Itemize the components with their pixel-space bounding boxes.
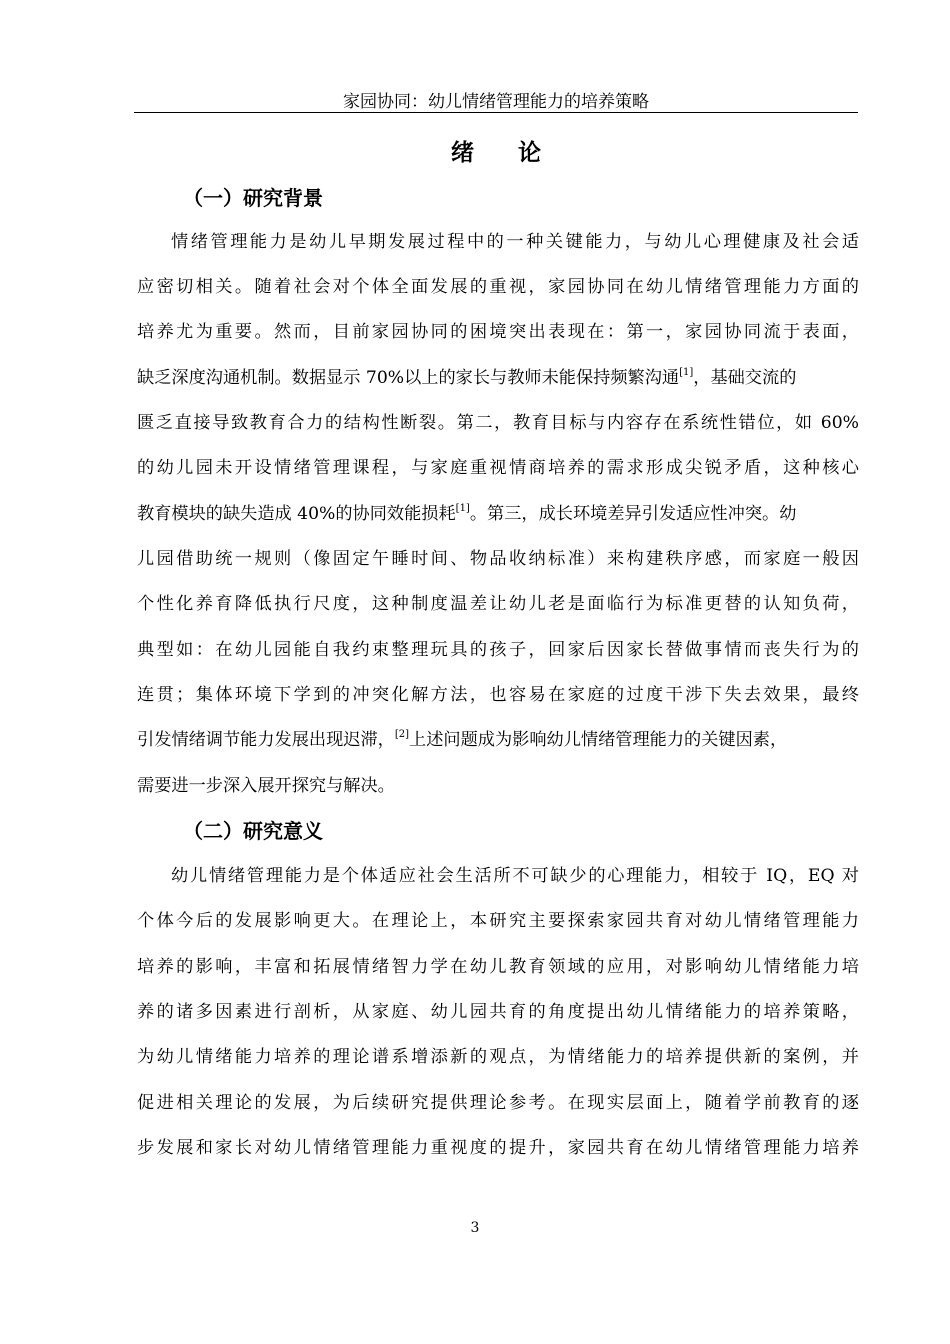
paragraph-line: 匮乏直接导致教育合力的结构性断裂。第二，教育目标与内容存在系统性错位，如 60% (137, 413, 859, 433)
line-text: 引发情绪调节能力发展出现迟滞， (137, 730, 395, 750)
paragraph-line: 个体今后的发展影响更大。在理论上，本研究主要探索家园共育对幼儿情绪管理能力 (137, 911, 859, 931)
chapter-title: 绪 论 (450, 140, 559, 166)
paragraph-line (137, 498, 859, 530)
paragraph-line: 步发展和家长对幼儿情绪管理能力重视度的提升，家园共育在幼儿情绪管理能力培养 (137, 1138, 859, 1158)
paragraph-line: 为幼儿情绪能力培养的理论谱系增添新的观点，为情绪能力的培养提供新的案例，并 (137, 1047, 859, 1067)
paragraph-line: 情绪管理能力是幼儿早期发展过程中的一种关键能力，与幼儿心理健康及社会适 (171, 232, 859, 252)
line-text: 。第三，成长环境差异引发适应性冲突。幼 (469, 504, 797, 524)
paragraph-line: 养的诸多因素进行剖析，从家庭、幼儿园共育的角度提出幼儿情绪能力的培养策略， (137, 1002, 859, 1022)
paragraph-line: 培养的影响，丰富和拓展情绪智力学在幼儿教育领域的应用，对影响幼儿情绪能力培 (137, 957, 859, 977)
citation-marker: [1] (679, 367, 694, 378)
paragraph-line: 个性化养育降低执行尺度，这种制度温差让幼儿老是面临行为标准更替的认知负荷， (137, 594, 859, 614)
line-text: ，基础交流的 (693, 368, 797, 388)
paragraph-line: 应密切相关。随着社会对个体全面发展的重视，家园协同在幼儿情绪管理能力方面的 (137, 277, 859, 297)
citation-marker: [2] (394, 729, 409, 740)
line-text: 上述问题成为影响幼儿情绪管理能力的关键因素， (409, 730, 788, 750)
section-heading-significance: （二）研究意义 (183, 819, 323, 843)
paragraph-line: 连贯；集体环境下学到的冲突化解方法，也容易在家庭的过度干涉下失去效果，最终 (137, 685, 859, 705)
paragraph-line (137, 724, 859, 756)
header-rule (134, 112, 858, 113)
running-header: 家园协同：幼儿情绪管理能力的培养策略 (343, 92, 649, 112)
citation-marker: [1] (455, 503, 470, 514)
paragraph-line: 典型如：在幼儿园能自我约束整理玩具的孩子，回家后因家长替做事情而丧失行为的 (137, 640, 859, 660)
paragraph-line (137, 362, 859, 394)
section-heading-background: （一）研究背景 (183, 186, 323, 210)
line-text: 教育模块的缺失造成 40%的协同效能损耗 (137, 504, 456, 524)
page-number: 3 (470, 1220, 480, 1236)
paragraph-line: 幼儿情绪管理能力是个体适应社会生活所不可缺少的心理能力，相较于 IQ，EQ 对 (171, 866, 859, 886)
paragraph-line: 促进相关理论的发展，为后续研究提供理论参考。在现实层面上，随着学前教育的逐 (137, 1093, 859, 1113)
paragraph-line: 需要进一步深入展开探究与解决。 (137, 776, 395, 796)
line-text: 缺乏深度沟通机制。数据显示 70%以上的家长与教师未能保持频繁沟通 (137, 368, 680, 388)
paragraph-line: 的幼儿园未开设情绪管理课程，与家庭重视情商培养的需求形成尖锐矛盾，这种核心 (137, 458, 859, 478)
paragraph-line: 培养尤为重要。然而，目前家园协同的困境突出表现在：第一，家园协同流于表面， (137, 322, 859, 342)
paragraph-line: 儿园借助统一规则（像固定午睡时间、物品收纳标准）来构建秩序感，而家庭一般因 (137, 549, 859, 569)
